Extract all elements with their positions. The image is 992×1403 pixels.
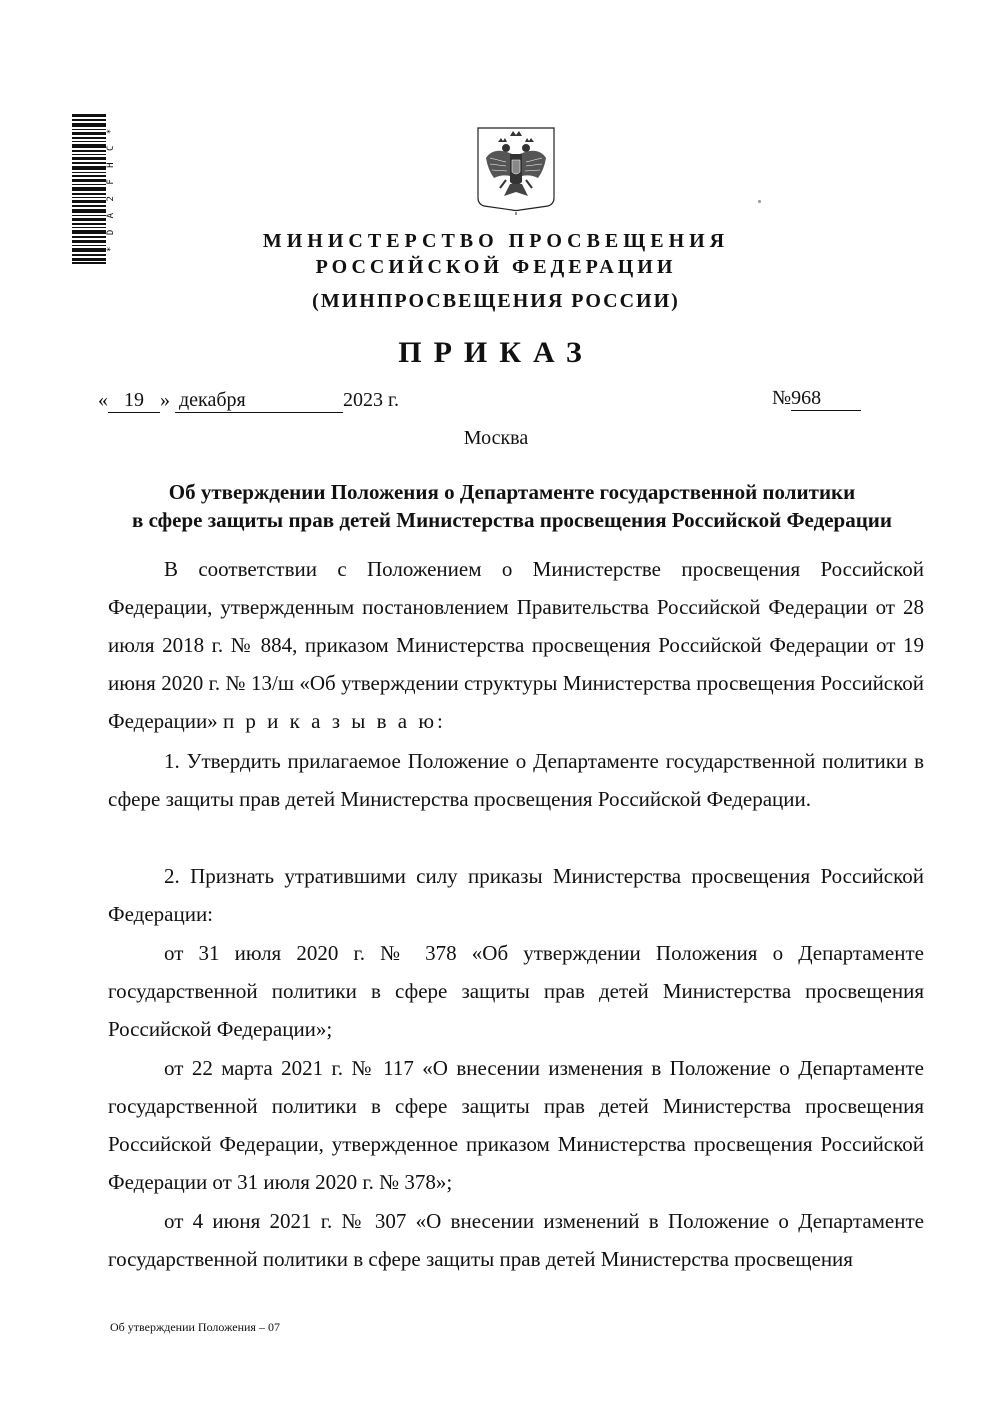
body-paragraph-item2: 2. Признать утратившими силу приказы Министерства просвещения Российской Федерации: (108, 864, 924, 926)
order-date (98, 389, 399, 413)
number-label: № (772, 387, 792, 409)
order-heading (100, 478, 924, 534)
order-number (772, 387, 861, 411)
order-heading-line1: Об утверждении Положения о Департаменте государственной политики (168, 480, 856, 504)
number-value: 968 (791, 387, 861, 411)
body-paragraph-repeal-2: от 22 марта 2021 г. № 117 «О внесении изменения в Положение о Департаменте государственной политики в сфере защиты прав детей Министерства просвещения Российской Федерации, утвержденное приказом Министерства просвещения Российской Федерации от 31 июля 2020 г. № 378»; (108, 1056, 924, 1194)
order-heading-line2: в сфере защиты прав детей Министерства просвещения Российской Федерации (131, 508, 892, 532)
quote-open: « (98, 389, 108, 411)
order-year: 2023 (343, 389, 383, 411)
russian-coat-of-arms-icon (476, 126, 556, 216)
body-paragraph-item1: 1. Утвердить прилагаемое Положение о Департаменте государственной политики в сфере защиты прав детей Министерства просвещения Российской Федерации. (108, 749, 924, 811)
footer-note: Об утверждении Положения – 07 (110, 1320, 280, 1334)
quote-close: » (160, 389, 170, 411)
order-month: декабря (175, 389, 343, 413)
ministry-name-line2: РОССИЙСКОЙ ФЕДЕРАЦИИ (315, 256, 677, 278)
order-year-suffix: г. (388, 389, 399, 411)
body-paragraph-repeal-1: от 31 июля 2020 г. № 378 «Об утверждении Положения о Департаменте государственной политики в сфере защиты прав детей Министерства просвещения Российской Федерации»; (108, 941, 924, 1041)
order-word: п р и к а з ы в а ю: (222, 709, 446, 733)
body-paragraph-preamble (108, 550, 924, 740)
order-city: Москва (463, 427, 529, 449)
preamble-text: В соответствии с Положением о Министерстве просвещения Российской Федерации, утвержденным постановлением Правительства Российской Федерации от 28 июля 2018 г. № 884, приказом Министерства просвещения Российской Федерации от 19 июня 2020 г. № 13/ш «Об утверждении структуры Министерства просвещения Российской Федерации» (108, 557, 924, 733)
ministry-name-line1: МИНИСТЕРСТВО ПРОСВЕЩЕНИЯ (262, 230, 730, 252)
document-type-title: ПРИКАЗ (398, 336, 594, 369)
order-day: 19 (108, 389, 160, 413)
ministry-short-name: (МИНПРОСВЕЩЕНИЯ РОССИИ) (312, 290, 680, 312)
barcode-caption: * D A 2 F H C * (106, 125, 116, 253)
body-paragraph-repeal-3: от 4 июня 2021 г. № 307 «О внесении изменений в Положение о Департаменте государственной политики в сфере защиты прав детей Министерства просвещения (108, 1209, 924, 1271)
scan-speck (758, 200, 761, 203)
